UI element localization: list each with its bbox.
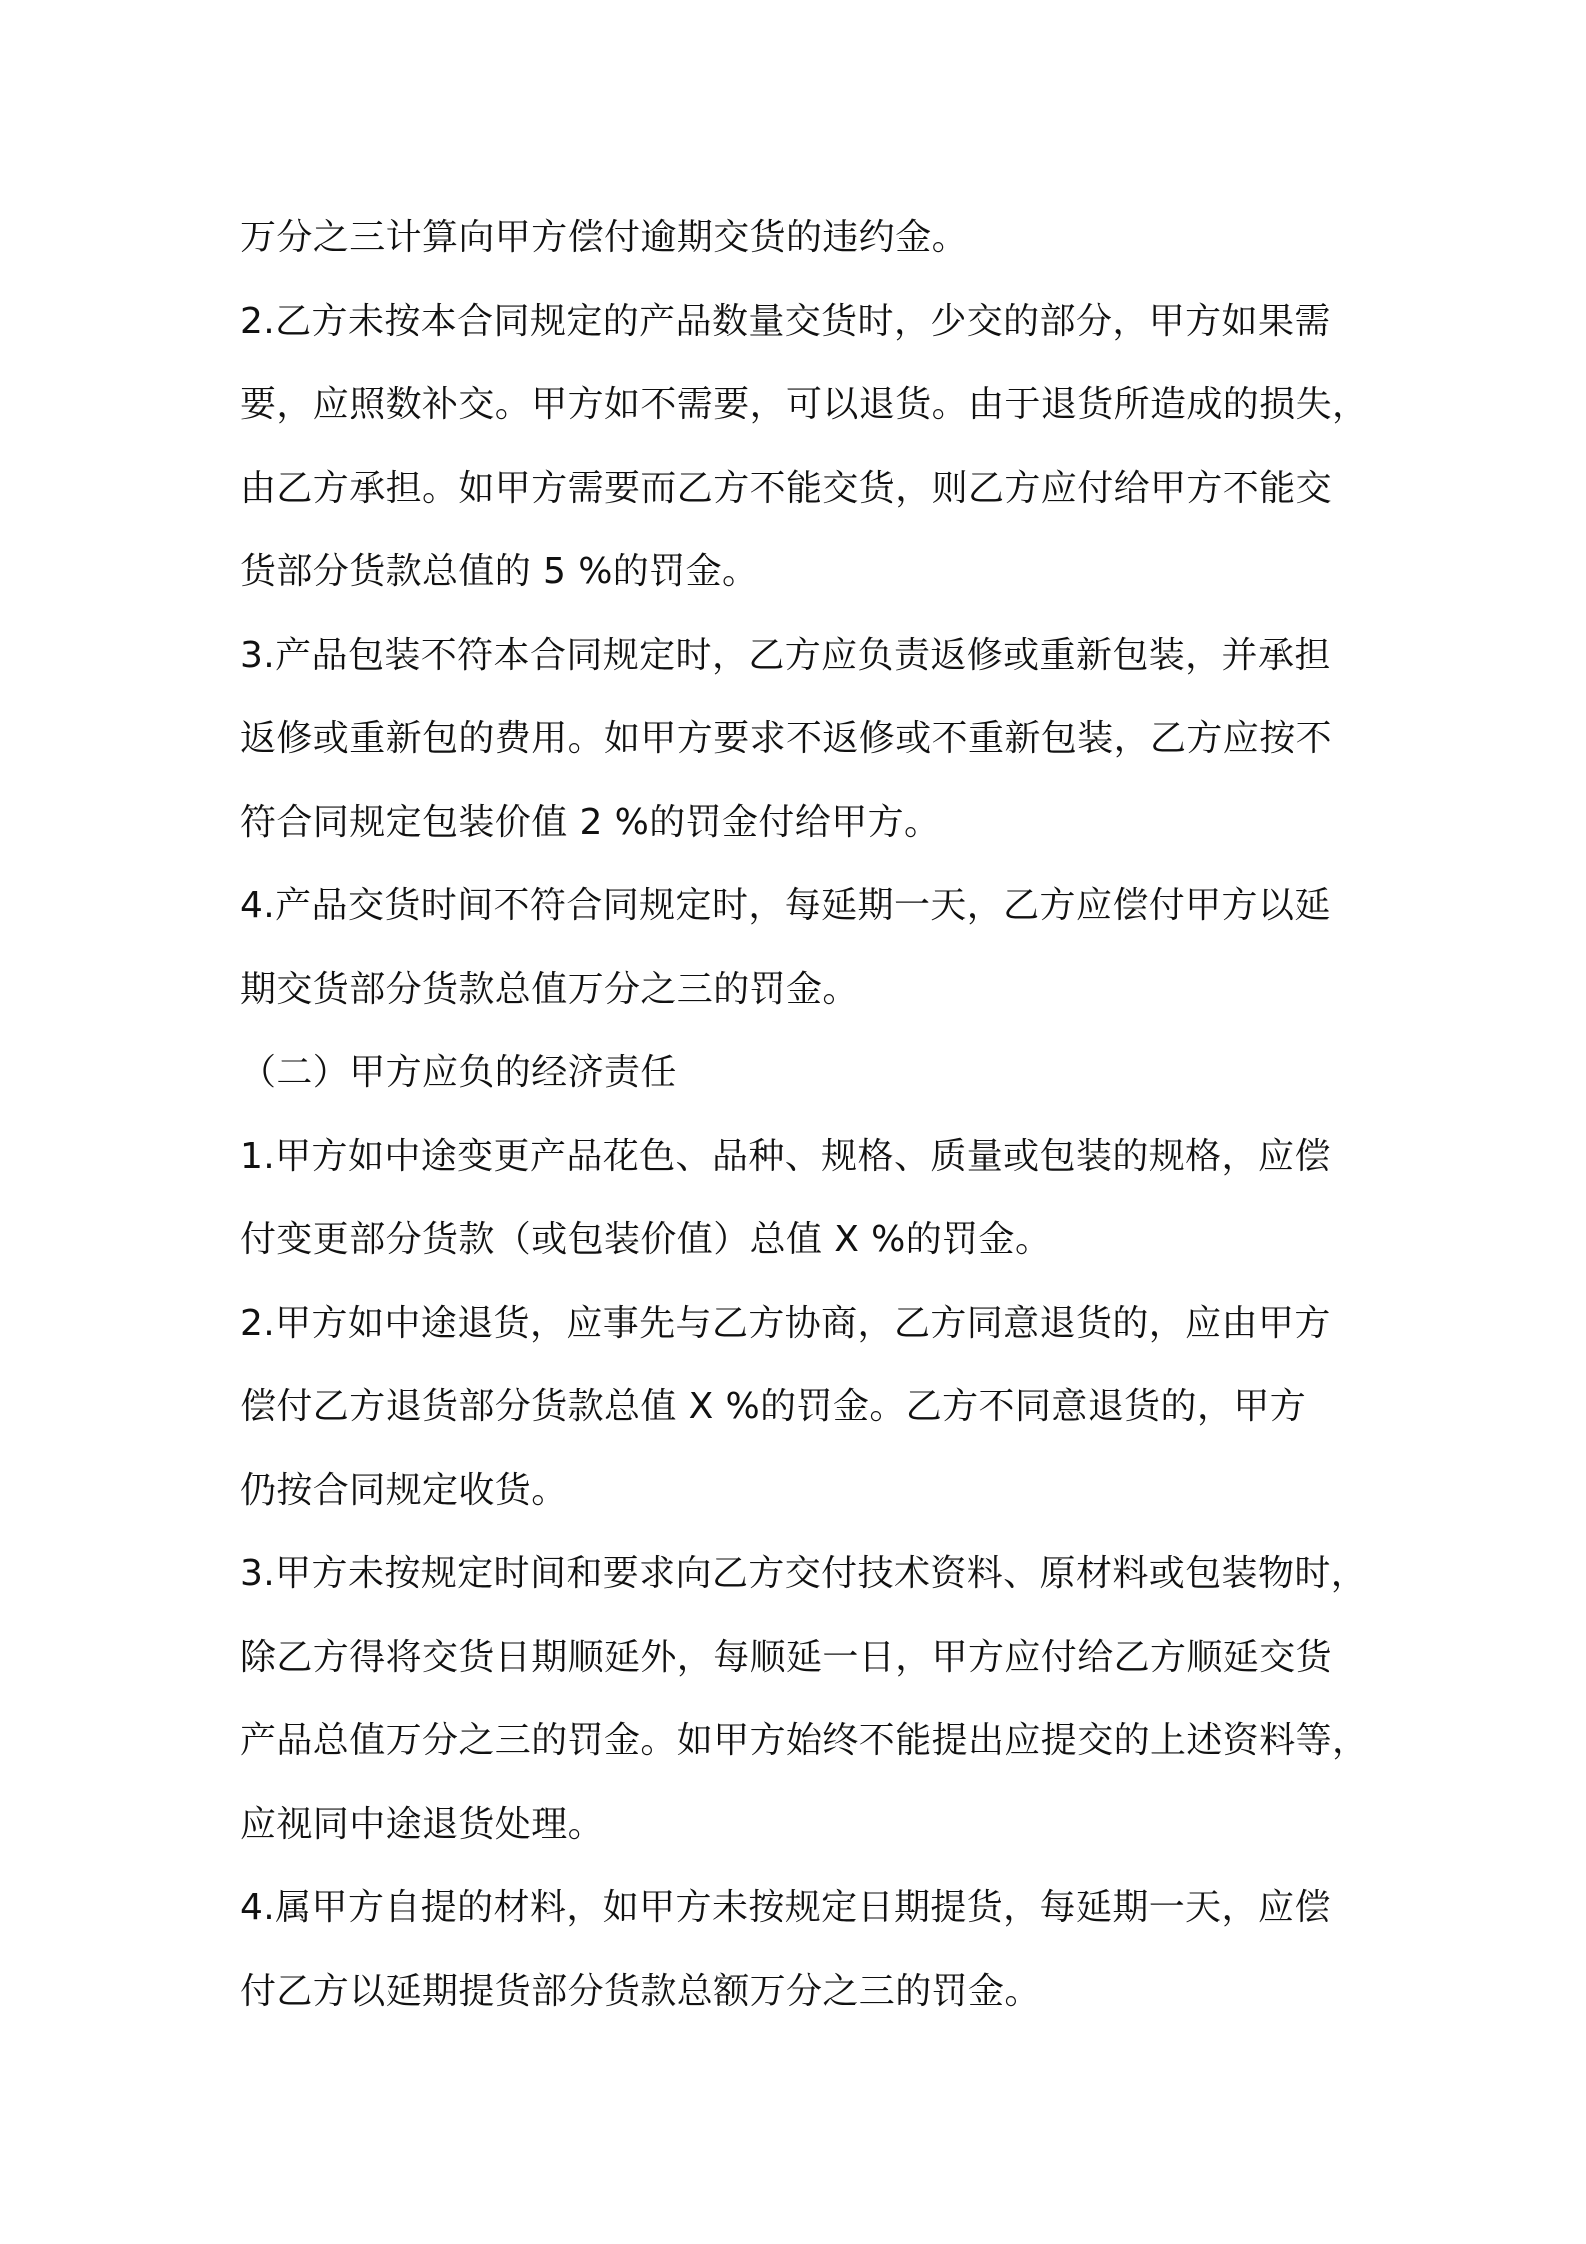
text-line: 2.甲方如中途退货，应事先与乙方协商，乙方同意退货的，应由甲方 [240,1302,1331,1344]
text-line: 除乙方得将交货日期顺延外，每顺延一日，甲方应付给乙方顺延交货 [240,1636,1333,1678]
text-line: 付乙方以延期提货部分货款总额万分之三的罚金。 [240,1970,1041,2012]
text-line: 期交货部分货款总值万分之三的罚金。 [240,968,859,1010]
text-line: 1.甲方如中途变更产品花色、品种、规格、质量或包装的规格，应偿 [240,1135,1331,1177]
text-line: 4.产品交货时间不符合同规定时，每延期一天，乙方应偿付甲方以延 [240,885,1331,926]
text-line: 付变更部分货款（或包装价值）总值 X %的罚金。 [240,1219,1052,1260]
text-line: 仍按合同规定收货。 [240,1469,568,1511]
document-body [240,196,1390,2033]
text-line: 万分之三计算向甲方偿付逾期交货的违约金。 [240,217,969,258]
text-line: 3.甲方未按规定时间和要求向乙方交付技术资料、原材料或包装物时， [240,1553,1368,1594]
section-heading: （二）甲方应负的经济责任 [240,1052,677,1093]
text-line: 符合同规定包装价值 2 %的罚金付给甲方。 [240,801,941,843]
text-line: 3.产品包装不符本合同规定时，乙方应负责返修或重新包装，并承担 [240,634,1331,676]
text-line: 应视同中途退货处理。 [240,1803,605,1845]
text-line: 由乙方承担。如甲方需要而乙方不能交货，则乙方应付给甲方不能交 [240,467,1333,509]
text-line: 要，应照数补交。甲方如不需要，可以退货。由于退货所造成的损失， [240,384,1369,425]
text-line: 产品总值万分之三的罚金。如甲方始终不能提出应提交的上述资料等， [240,1720,1369,1761]
text-line: 2.乙方未按本合同规定的产品数量交货时，少交的部分，甲方如果需 [240,300,1331,342]
text-line: 货部分货款总值的 5 %的罚金。 [240,551,759,592]
text-line: 返修或重新包的费用。如甲方要求不返修或不重新包装，乙方应按不 [240,718,1333,759]
text-line: 4.属甲方自提的材料，如甲方未按规定日期提货，每延期一天，应偿 [240,1887,1331,1928]
text-line: 偿付乙方退货部分货款总值 X %的罚金。乙方不同意退货的，甲方 [240,1386,1307,1427]
